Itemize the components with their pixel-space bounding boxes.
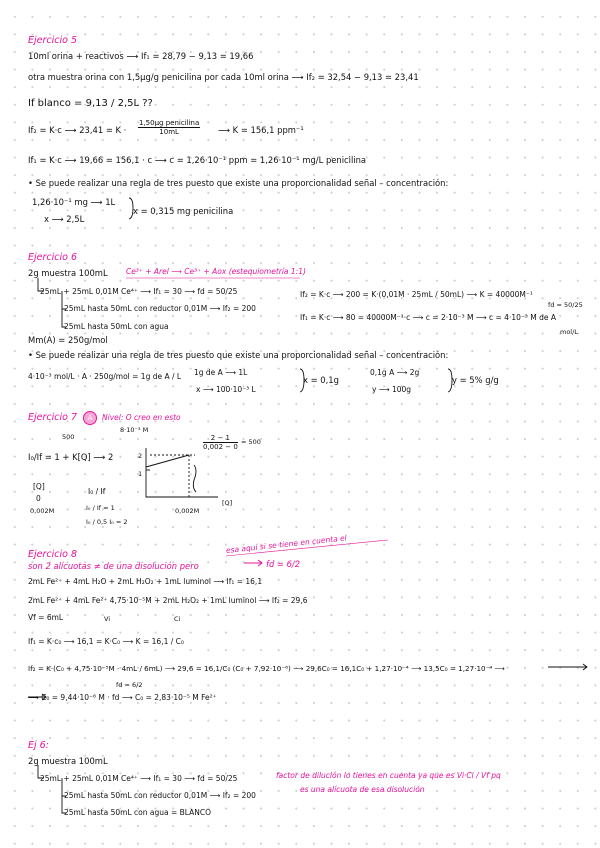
ej6-step1: 25mL + 25mL 0,01M Ce⁴⁺ ⟶ If₁ = 30 ⟶ fd = 50/25 [40,287,238,296]
ej5-frac-den: 10mL [159,128,179,136]
ej8-vf: Vf = 6mL [28,613,64,622]
ej7-q: [Q] [33,482,45,491]
ej6-step2: 25mL hasta 50mL con reductor 0,01M ⟶ If₂ = 200 [64,304,256,313]
ej7-ratio-1: I₀ / If = 1 [86,504,115,512]
ej7-q-conc: 0,002M [30,507,55,515]
ej8-line6: ⟶ C₀ = 9,44·10⁻⁶ M · fd ⟶ C₀ = 2,83·10⁻⁵ M Fe²⁺ [28,693,217,702]
ej5-line1: 10ml orina + reactivos ⟶ If₁ = 28,79 − 9,13 = 19,66 [28,51,254,61]
ej8-note-underline [226,540,388,556]
ej8-arrow-start [28,694,46,700]
ej5-brace [129,198,133,219]
ej8-line2: 2mL Fe²⁺ + 4mL Fe²⁺ 4,75·10⁻⁵M + 2mL H₂O₂ + 1mL luminol ⟶ If₂ = 29,6 [28,596,308,605]
ej5-line4a: If₂ = K·c ⟶ 23,41 = K · [28,125,127,135]
ej8-pink-arrow [244,560,262,566]
ej8-subtitle: son 2 alícuotas ≠ de una disolución pero [28,561,199,571]
ej8-ci: Ci [174,615,181,623]
ej7-equation: I₀/If = 1 + K[Q] ⟶ 2 [28,452,114,462]
ej6b-title: Ej 6: [28,740,49,751]
ej6b-tree-2 [62,778,66,796]
ej6b-step2: 25mL hasta 50mL con reductor 0,01M ⟶ If₂ = 200 [64,791,256,800]
ej8-fd: fd = 6/2 [266,559,301,569]
ej8-line5: If₂ = K·(C₀ + 4,75·10⁻⁵M · 4mL / 6mL) ⟶ 29,6 = 16,1/C₀ (C₀ + 7,92·10⁻⁶) ⟶ 29,6C₀ = 16,1C₀ + 1,27·10⁻⁴ ⟶ 13,5C₀ = 1,27·10⁻⁴ ⟶ [28,664,505,673]
ej6-tree-1 [38,278,44,291]
ej6-rule-a: 1g de A ⟶ 1L [194,368,248,377]
ej6-brace-1 [300,369,304,392]
ej6-tree-3 [62,309,66,327]
ej8-line4: If₁ = K·c₀ ⟶ 16,1 = K·C₀ ⟶ K = 16,1 / C₀ [28,637,184,646]
ej6-rule-c: 0,1g A ⟶ 2g [370,368,420,377]
ej6b-step3: 25mL hasta 50mL con agua = BLANCO [64,808,211,817]
ej7-title: Ejercicio 7 [28,412,77,423]
ej5-line3: If blanco = 9,13 / 2,5L ?? [28,98,153,109]
ej7-axis-1: 1 [138,470,143,478]
ej6-molar-mass: Mm(A) = 250g/mol [28,335,108,345]
ej7-ratio: I₀ / If [88,487,106,496]
ej6-rule-d: y ⟶ 100g [372,385,412,394]
ej6-tree-2 [62,291,66,309]
ej7-line [146,455,189,467]
ej7-note: Nivel: O creo en esto [102,413,181,422]
ej5-rule-b: x ⟶ 2,5L [44,214,85,224]
ej6b-tree-1 [38,765,44,778]
ej8-fd-2: fd = 6/2 [116,681,143,689]
ej7-badge: A [83,411,97,425]
ej6-rule-result2: y = 5% g/g [452,375,499,385]
ej7-brace [193,465,196,492]
ej6b-note2: es una alícuota de esa disolución [300,785,425,794]
ej6-units: mol/L [560,328,578,336]
ej6-brace-2 [448,369,452,392]
ej5-line2: otra muestra orina con 1,5µg/g penicilina por cada 10ml orina ⟶ If₂ = 32,54 − 9,13 = 23,41 [28,72,419,82]
ej7-ratio-2: I₀ / 0,5 I₀ = 2 [86,518,128,526]
ej7-slope-num: 2 − 1 [203,434,238,443]
ej7-slope-result: = 500 [241,438,261,446]
ej6b-line1: 2g muestra 100mL [28,756,108,766]
ej7-slope-den: 0,002 − 0 [203,443,238,451]
ej8-note: esa aquí si se tiene en cuenta el [225,533,348,555]
ej7-xlabel: [Q] [222,499,233,507]
ej6b-step1: 25mL + 25mL 0,01M Ce⁴⁺ ⟶ If₁ = 30 ⟶ fd = 50/25 [40,774,238,783]
ej6-reaction: Ce³⁺ + Arel ⟶ Ce³⁺ + Aox (estequiometría 1:1) [126,267,306,276]
ej7-top1: 500 [62,433,75,441]
ej8-title: Ejercicio 8 [28,549,77,560]
ej5-title: Ejercicio 5 [28,35,77,46]
ej7-q0: 0 [36,494,41,503]
ej7-top2: 8·10⁻³ M [120,426,149,434]
ej5-line6: • Se puede realizar una regla de tres puesto que existe una proporcionalidad señal – concentración: [28,178,449,188]
ej6-line6: • Se puede realizar una regla de tres puesto que existe una proporcionalidad señal – concentración: [28,350,449,360]
ej5-rule-a: 1,26·10⁻¹ mg ⟶ 1L [32,197,116,207]
ej5-frac-num: 1,50µg penicilina [139,119,200,127]
ej6-calc1: If₂ = K·c ⟶ 200 = K·(0,01M · 25mL / 50mL) ⟶ K = 40000M⁻¹ [300,290,533,299]
ej6-rule-b: x ⟶ 100·10⁻³ L [196,385,256,394]
ej5-line5: If₁ = K·c ⟶ 19,66 = 156,1 · c ⟶ c = 1,26·10⁻¹ ppm = 1,26·10⁻¹ mg/L penicilina [28,155,367,165]
ej7-axis-2: 2 [138,452,143,460]
ej8-vi: Vi [104,615,111,623]
ej6b-tree-3 [62,796,66,813]
ej6-line1: 2g muestra 100mL [28,268,108,278]
ej8-arrow-end [548,664,587,670]
ej6-title: Ejercicio 6 [28,252,77,263]
ej6-step3: 25mL hasta 50mL con agua [64,322,169,331]
ej6-calc2: If₁ = K·c ⟶ 80 = 40000M⁻¹·c ⟶ c = 2·10⁻³ M ⟶ c = 4·10⁻³ M de A [300,313,556,322]
ej5-line4b: ⟶ K = 156,1 ppm⁻¹ [218,125,304,135]
ej6-conversion: 4·10⁻³ mol/L · A · 250g/mol = 1g de A / L [28,372,182,381]
ej8-line1: 2mL Fe²⁺ + 4mL H₂O + 2mL H₂O₂ + 1mL luminol ⟶ If₁ = 16,1 [28,577,263,586]
ej7-xtick: 0,002M [175,507,200,515]
ej6-rule-result1: x = 0,1g [303,375,339,385]
ej6-fd-note: fd = 50/25 [548,301,583,309]
ej5-rule-result: x = 0,315 mg penicilina [133,206,234,216]
ej6b-note1: factor de dilución lo tienes en cuenta ya que es Vi·Ci / Vf pq [276,771,501,780]
